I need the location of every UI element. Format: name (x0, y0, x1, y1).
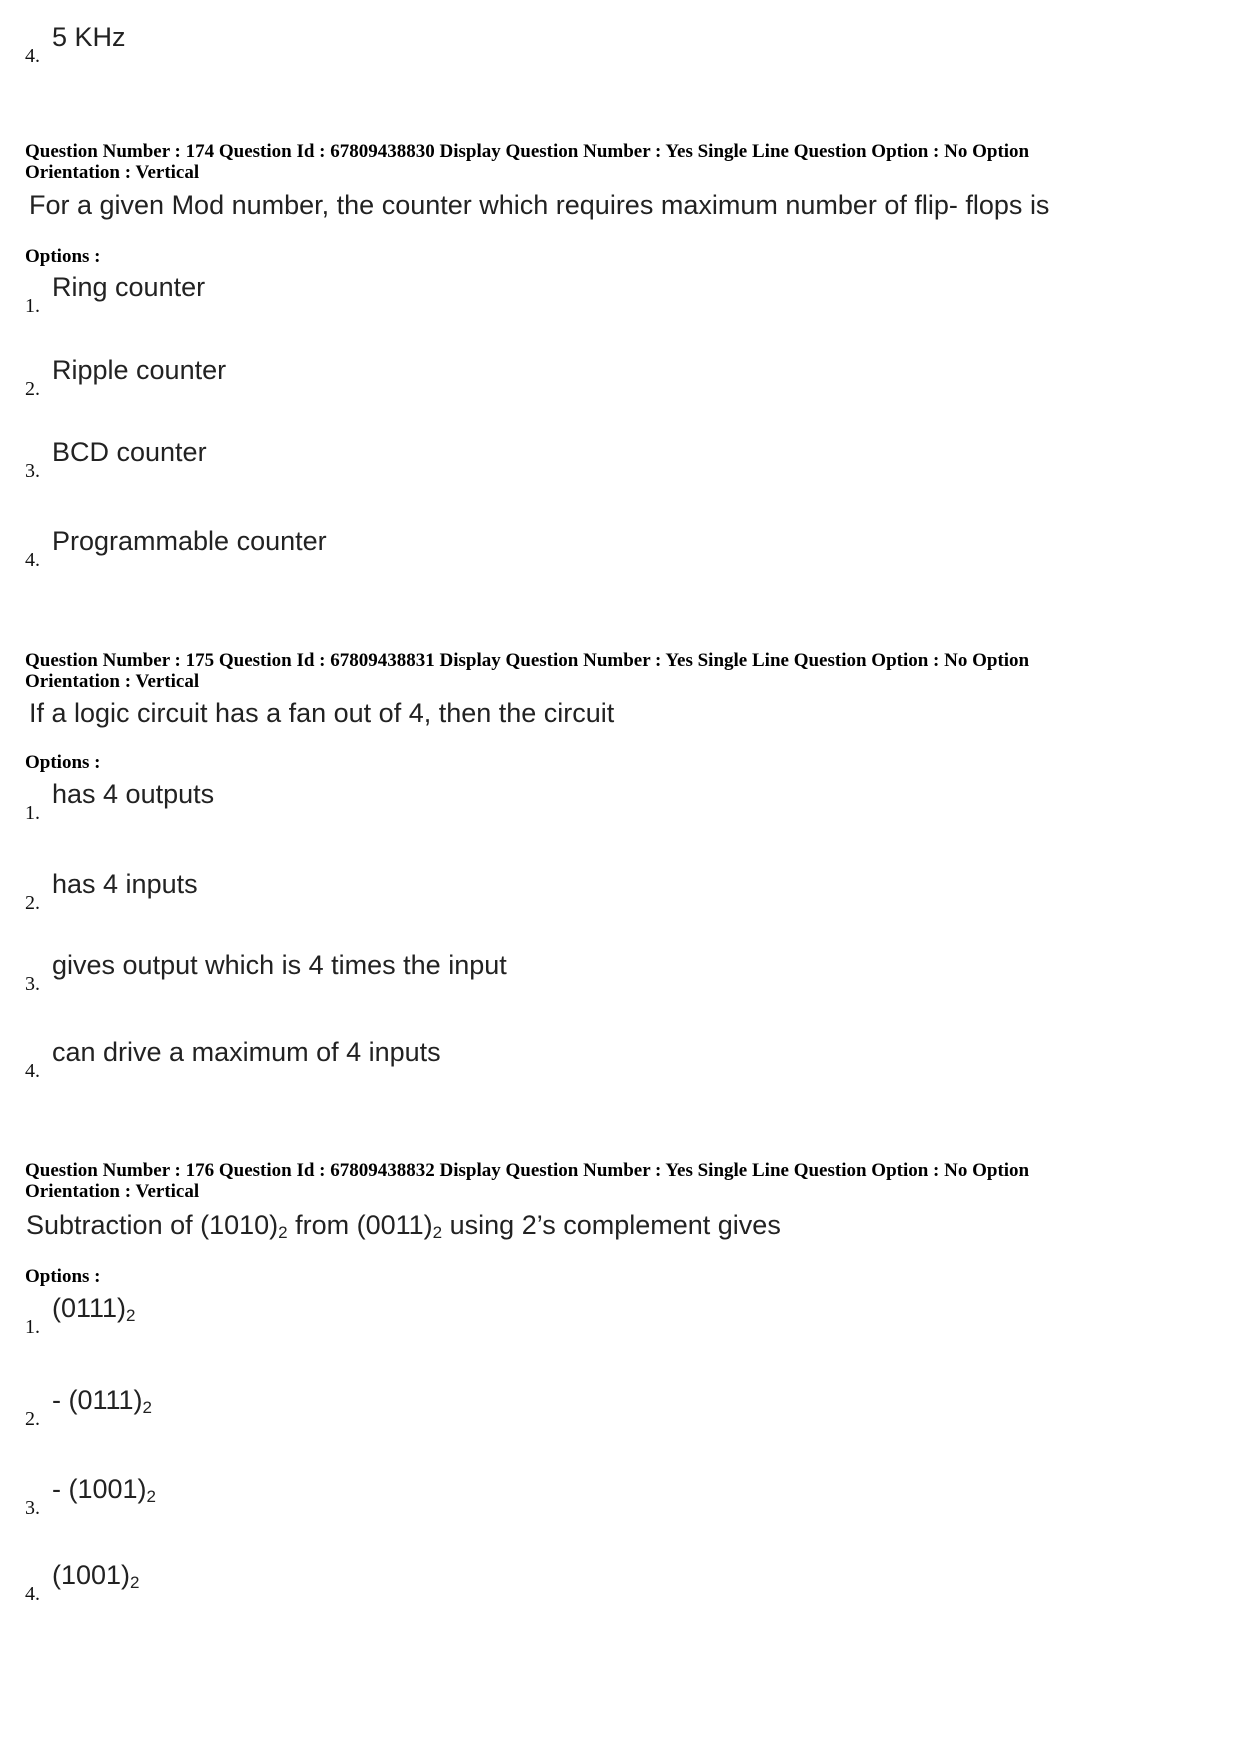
option-number: 3. (25, 973, 40, 995)
option-text-main: - (0111) (52, 1385, 143, 1415)
option-text (52, 1560, 140, 1593)
option-number: 4. (25, 1060, 40, 1082)
question-text-subscript: 2 (432, 1223, 443, 1242)
option-number: 2. (25, 1408, 40, 1430)
question-meta-line: Question Number : 174 Question Id : 67809438830 Display Question Number : Yes Single Line Question Option : No Option (25, 141, 1030, 162)
option-text: gives output which is 4 times the input (52, 950, 507, 980)
option-text: Ring counter (52, 272, 206, 302)
option-row (0, 950, 1200, 1000)
option-row (0, 355, 1200, 405)
option-row (0, 22, 1200, 72)
question-text-part: from (0011) (287, 1210, 433, 1240)
option-row (0, 1037, 1200, 1087)
option-text: has 4 inputs (52, 869, 198, 899)
question-text: If a logic circuit has a fan out of 4, then the circuit (29, 698, 615, 728)
option-text (52, 1474, 156, 1507)
option-number: 2. (25, 378, 40, 400)
option-number: 1. (25, 295, 40, 317)
option-number: 4. (25, 45, 40, 67)
option-row (0, 1293, 1200, 1343)
question-meta-line: Orientation : Vertical (25, 671, 200, 692)
question-meta-line: Question Number : 175 Question Id : 67809438831 Display Question Number : Yes Single Line Question Option : No Option (25, 650, 1030, 671)
option-text-subscript: 2 (126, 1306, 136, 1325)
option-row (0, 272, 1200, 322)
options-label: Options : (25, 246, 101, 267)
option-number: 4. (25, 549, 40, 571)
option-number: 1. (25, 1316, 40, 1338)
option-text: 5 KHz (52, 22, 126, 52)
option-text-main: - (1001) (52, 1474, 147, 1504)
option-text: has 4 outputs (52, 779, 215, 809)
options-label: Options : (25, 752, 101, 773)
question-text-part: using 2’s complement gives (442, 1210, 781, 1240)
question-meta (25, 650, 1225, 692)
option-number: 3. (25, 1497, 40, 1519)
question-meta-line: Orientation : Vertical (25, 1181, 200, 1202)
option-text-main: (1001) (52, 1560, 131, 1590)
question-meta-line: Question Number : 176 Question Id : 67809438832 Display Question Number : Yes Single Line Question Option : No Option (25, 1160, 1030, 1181)
option-text-subscript: 2 (130, 1573, 140, 1592)
question-meta (25, 1160, 1225, 1202)
option-row (0, 779, 1200, 829)
option-text: BCD counter (52, 437, 207, 467)
option-text (52, 1293, 136, 1326)
option-row (0, 526, 1200, 576)
question-meta-line: Orientation : Vertical (25, 162, 200, 183)
option-number: 3. (25, 460, 40, 482)
option-text-main: (0111) (52, 1293, 127, 1323)
option-row (0, 1385, 1200, 1435)
question-meta (25, 141, 1225, 183)
option-text: Ripple counter (52, 355, 227, 385)
option-text (52, 1385, 152, 1418)
question-text (26, 1210, 781, 1243)
option-text-subscript: 2 (142, 1398, 153, 1417)
option-number: 2. (25, 892, 40, 914)
option-row (0, 1474, 1200, 1524)
options-label: Options : (25, 1266, 101, 1287)
option-text-subscript: 2 (146, 1487, 157, 1506)
option-text: Programmable counter (52, 526, 327, 556)
option-row (0, 1560, 1200, 1610)
option-row (0, 437, 1200, 487)
question-text-subscript: 2 (278, 1223, 288, 1242)
option-number: 4. (25, 1583, 40, 1605)
option-number: 1. (25, 802, 40, 824)
option-row (0, 869, 1200, 919)
option-text: can drive a maximum of 4 inputs (52, 1037, 441, 1067)
question-text-part: Subtraction of (1010) (26, 1210, 279, 1240)
question-text: For a given Mod number, the counter which requires maximum number of flip- flops is (29, 190, 1050, 220)
